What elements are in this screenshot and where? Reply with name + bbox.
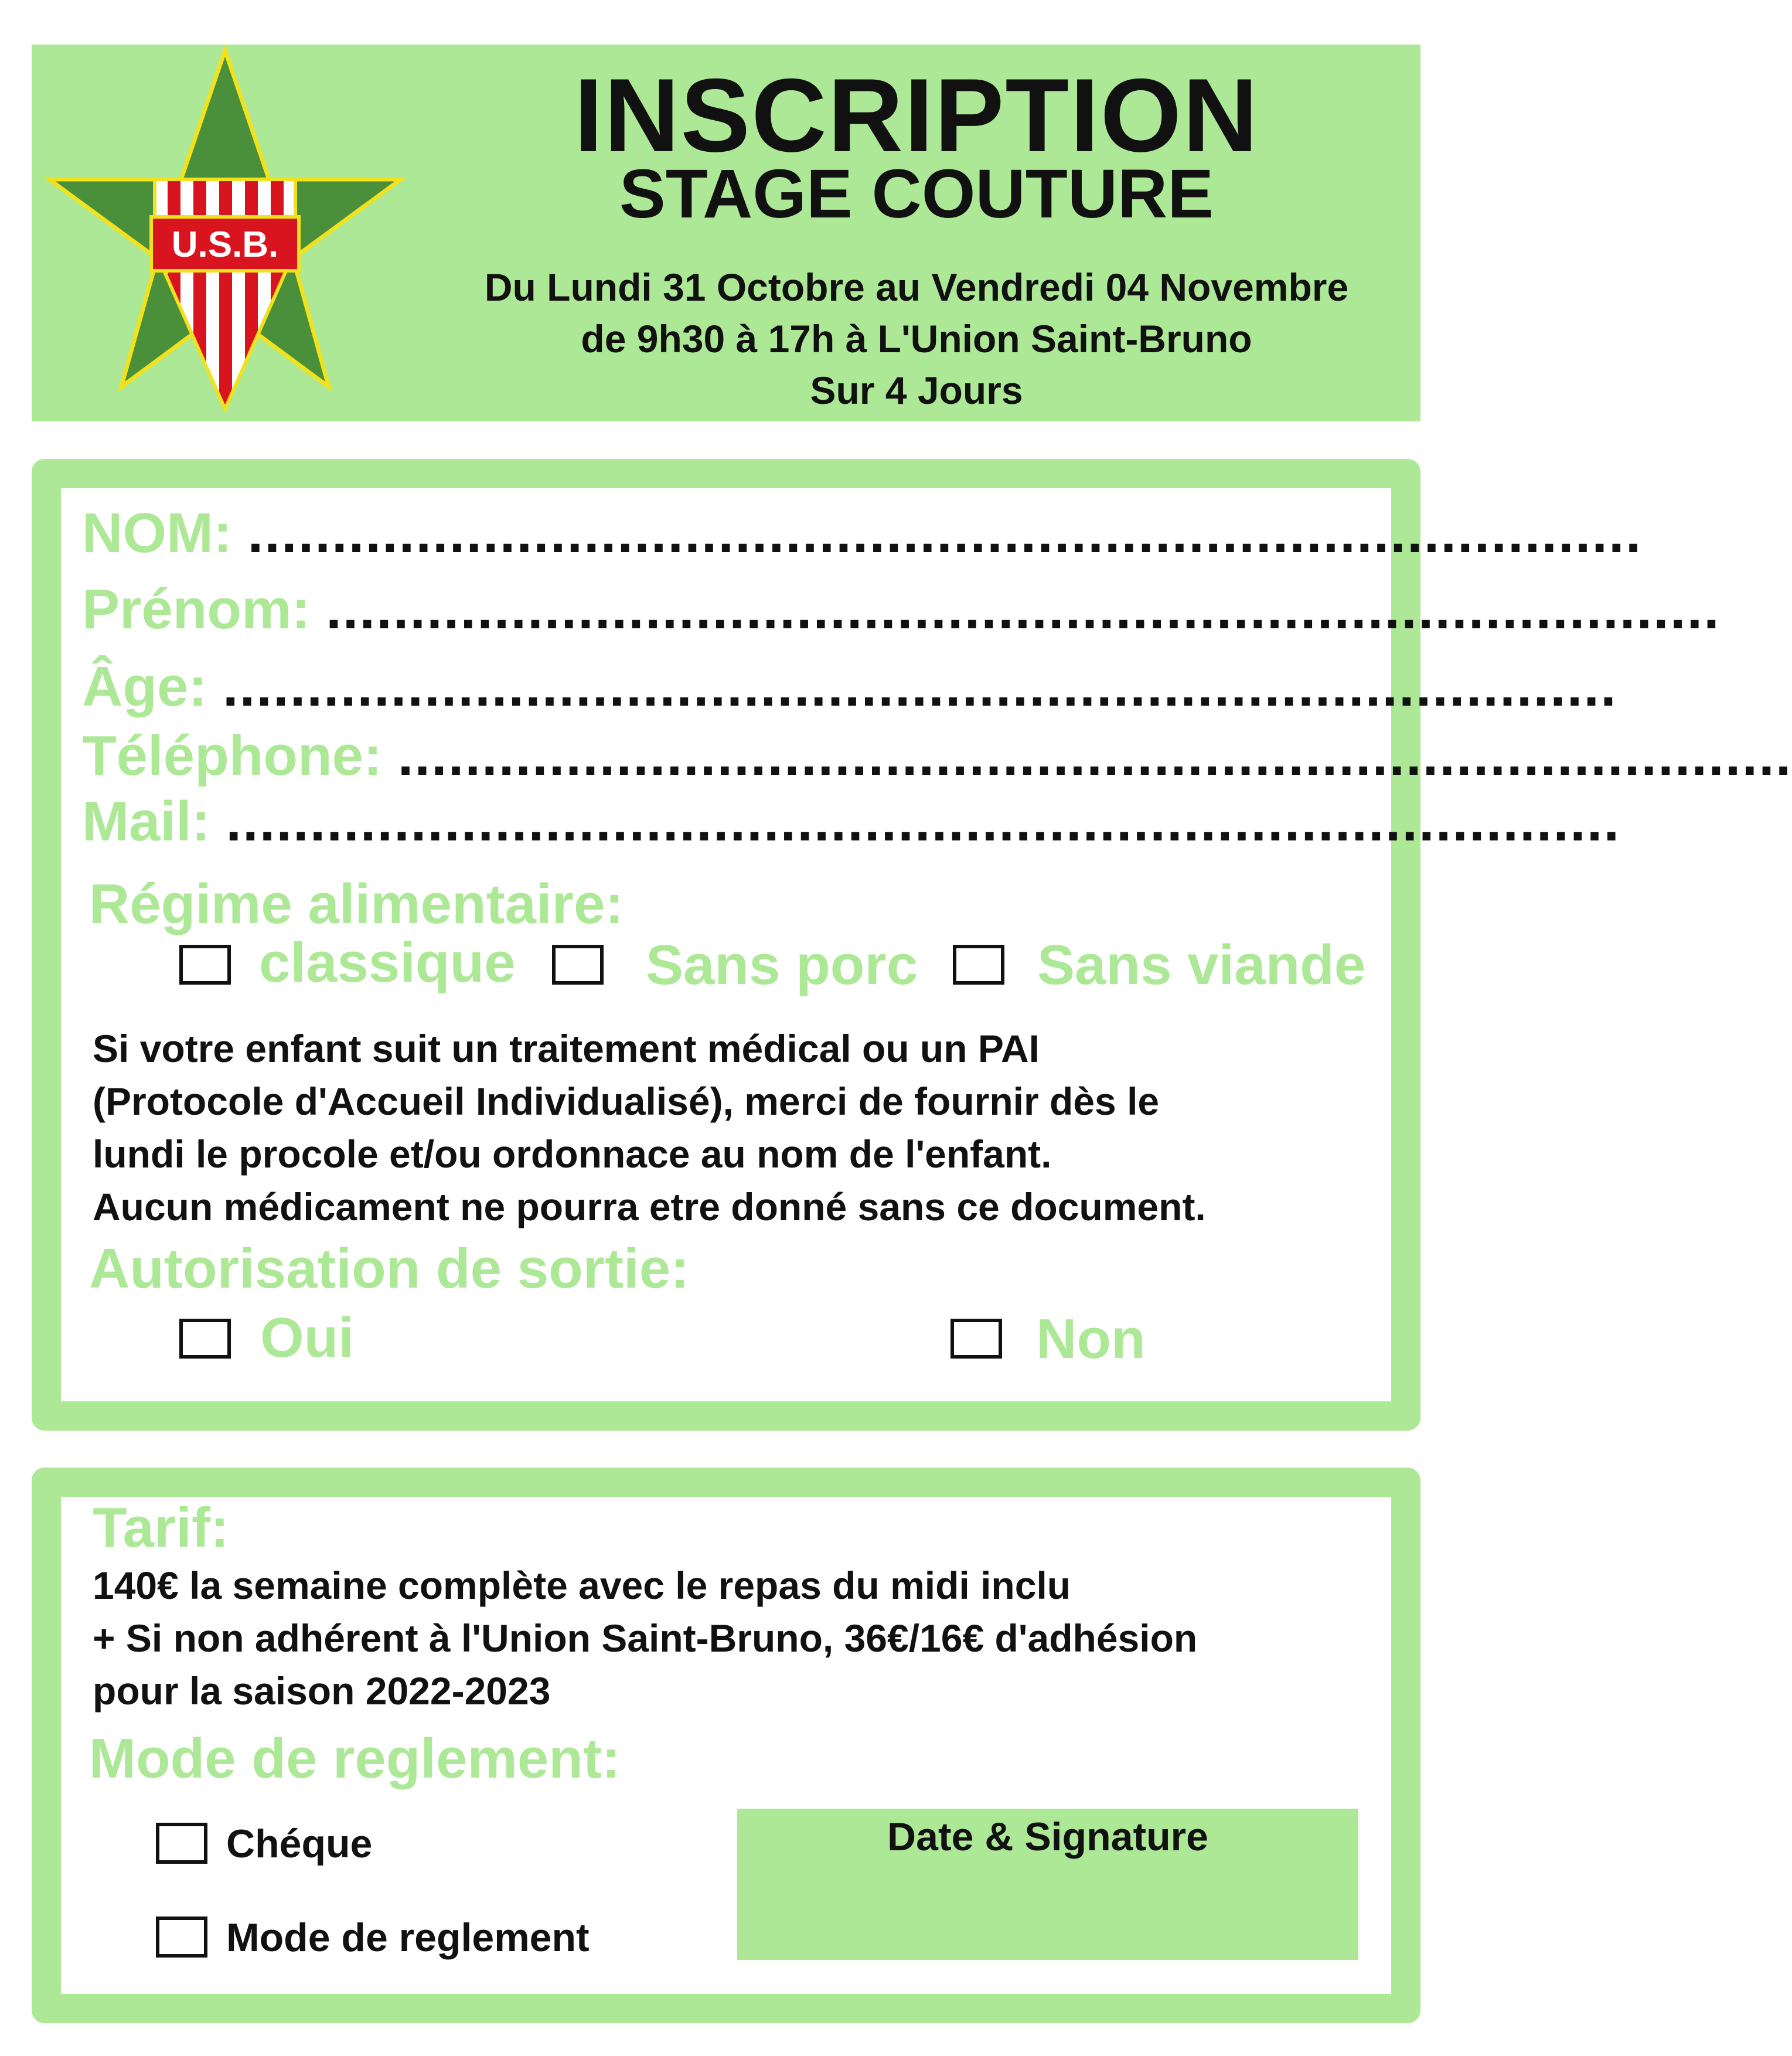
medical-note-line: (Protocole d'Accueil Individualisé), merci de fournir dès le [93, 1080, 1160, 1123]
phone-label: Téléphone: [82, 724, 383, 787]
diet-no-pork-label: Sans porc [646, 934, 918, 996]
age-field[interactable] [82, 652, 1617, 722]
diet-section-title: Régime alimentaire: [89, 873, 624, 935]
event-details [407, 261, 1426, 416]
pricing-title: Tarif: [93, 1496, 229, 1559]
page-subtitle: STAGE COUTURE [619, 155, 1214, 233]
logo-text: U.S.B. [171, 224, 279, 265]
duration-line: Sur 4 Jours [810, 369, 1023, 412]
exit-no-checkbox[interactable] [950, 1319, 1002, 1359]
page-title: INSCRIPTION [574, 57, 1259, 173]
first-name-dotted-line[interactable]: ................................................................................... [326, 578, 1721, 641]
pricing-line: + Si non adhérent à l'Union Saint-Bruno, 36€/16€ d'adhésion [93, 1616, 1198, 1660]
pricing-line: pour la saison 2022-2023 [93, 1669, 551, 1713]
diet-classic-checkbox[interactable] [179, 945, 231, 985]
mail-dotted-line[interactable]: ................................................................................... [226, 790, 1621, 853]
signature-box[interactable] [737, 1809, 1358, 1960]
age-dotted-line[interactable]: ................................................................................... [223, 655, 1617, 718]
payment-cheque-label: Chéque [226, 1822, 373, 1866]
exit-auth-title: Autorisation de sortie: [89, 1237, 690, 1300]
pricing-line: 140€ la semaine complète avec le repas du midi inclu [93, 1564, 1071, 1607]
diet-no-meat-label: Sans viande [1037, 934, 1366, 996]
diet-classic-label: classique [259, 931, 516, 994]
first-name-field[interactable] [82, 574, 1721, 645]
name-field[interactable] [82, 498, 1643, 569]
exit-no-label: Non [1036, 1308, 1146, 1370]
pricing-details [93, 1559, 1382, 1717]
exit-yes-label: Oui [260, 1306, 354, 1369]
payment-other-checkbox[interactable] [156, 1917, 207, 1958]
phone-dotted-line[interactable]: ................................................................................... [397, 724, 1792, 787]
payment-cheque-checkbox[interactable] [156, 1823, 207, 1864]
name-label: NOM: [82, 502, 232, 564]
exit-yes-checkbox[interactable] [179, 1319, 231, 1359]
payment-other-label: Mode de reglement [226, 1915, 590, 1960]
payment-title: Mode de reglement: [89, 1727, 621, 1790]
first-name-label: Prénom: [82, 578, 311, 641]
medical-note [93, 1022, 1382, 1233]
time-place-line: de 9h30 à 17h à L'Union Saint-Bruno [581, 317, 1252, 360]
header-banner [32, 45, 1420, 421]
medical-note-line: Si votre enfant suit un traitement médical ou un PAI [93, 1027, 1040, 1070]
name-dotted-line[interactable]: ................................................................................... [247, 502, 1643, 564]
diet-no-meat-checkbox[interactable] [953, 945, 1004, 985]
age-label: Âge: [82, 655, 207, 718]
medical-note-line: lundi le procole et/ou ordonnace au nom de l'enfant. [93, 1132, 1052, 1176]
phone-field[interactable] [82, 721, 1792, 791]
date-line: Du Lundi 31 Octobre au Vendredi 04 Novembre [484, 265, 1349, 309]
usb-star-logo [43, 50, 401, 414]
mail-label: Mail: [82, 790, 210, 853]
medical-note-line: Aucun médicament ne pourra etre donné sans ce document. [93, 1185, 1206, 1228]
mail-field[interactable] [82, 787, 1621, 857]
signature-label: Date & Signature [887, 1815, 1208, 1859]
diet-no-pork-checkbox[interactable] [552, 945, 604, 985]
